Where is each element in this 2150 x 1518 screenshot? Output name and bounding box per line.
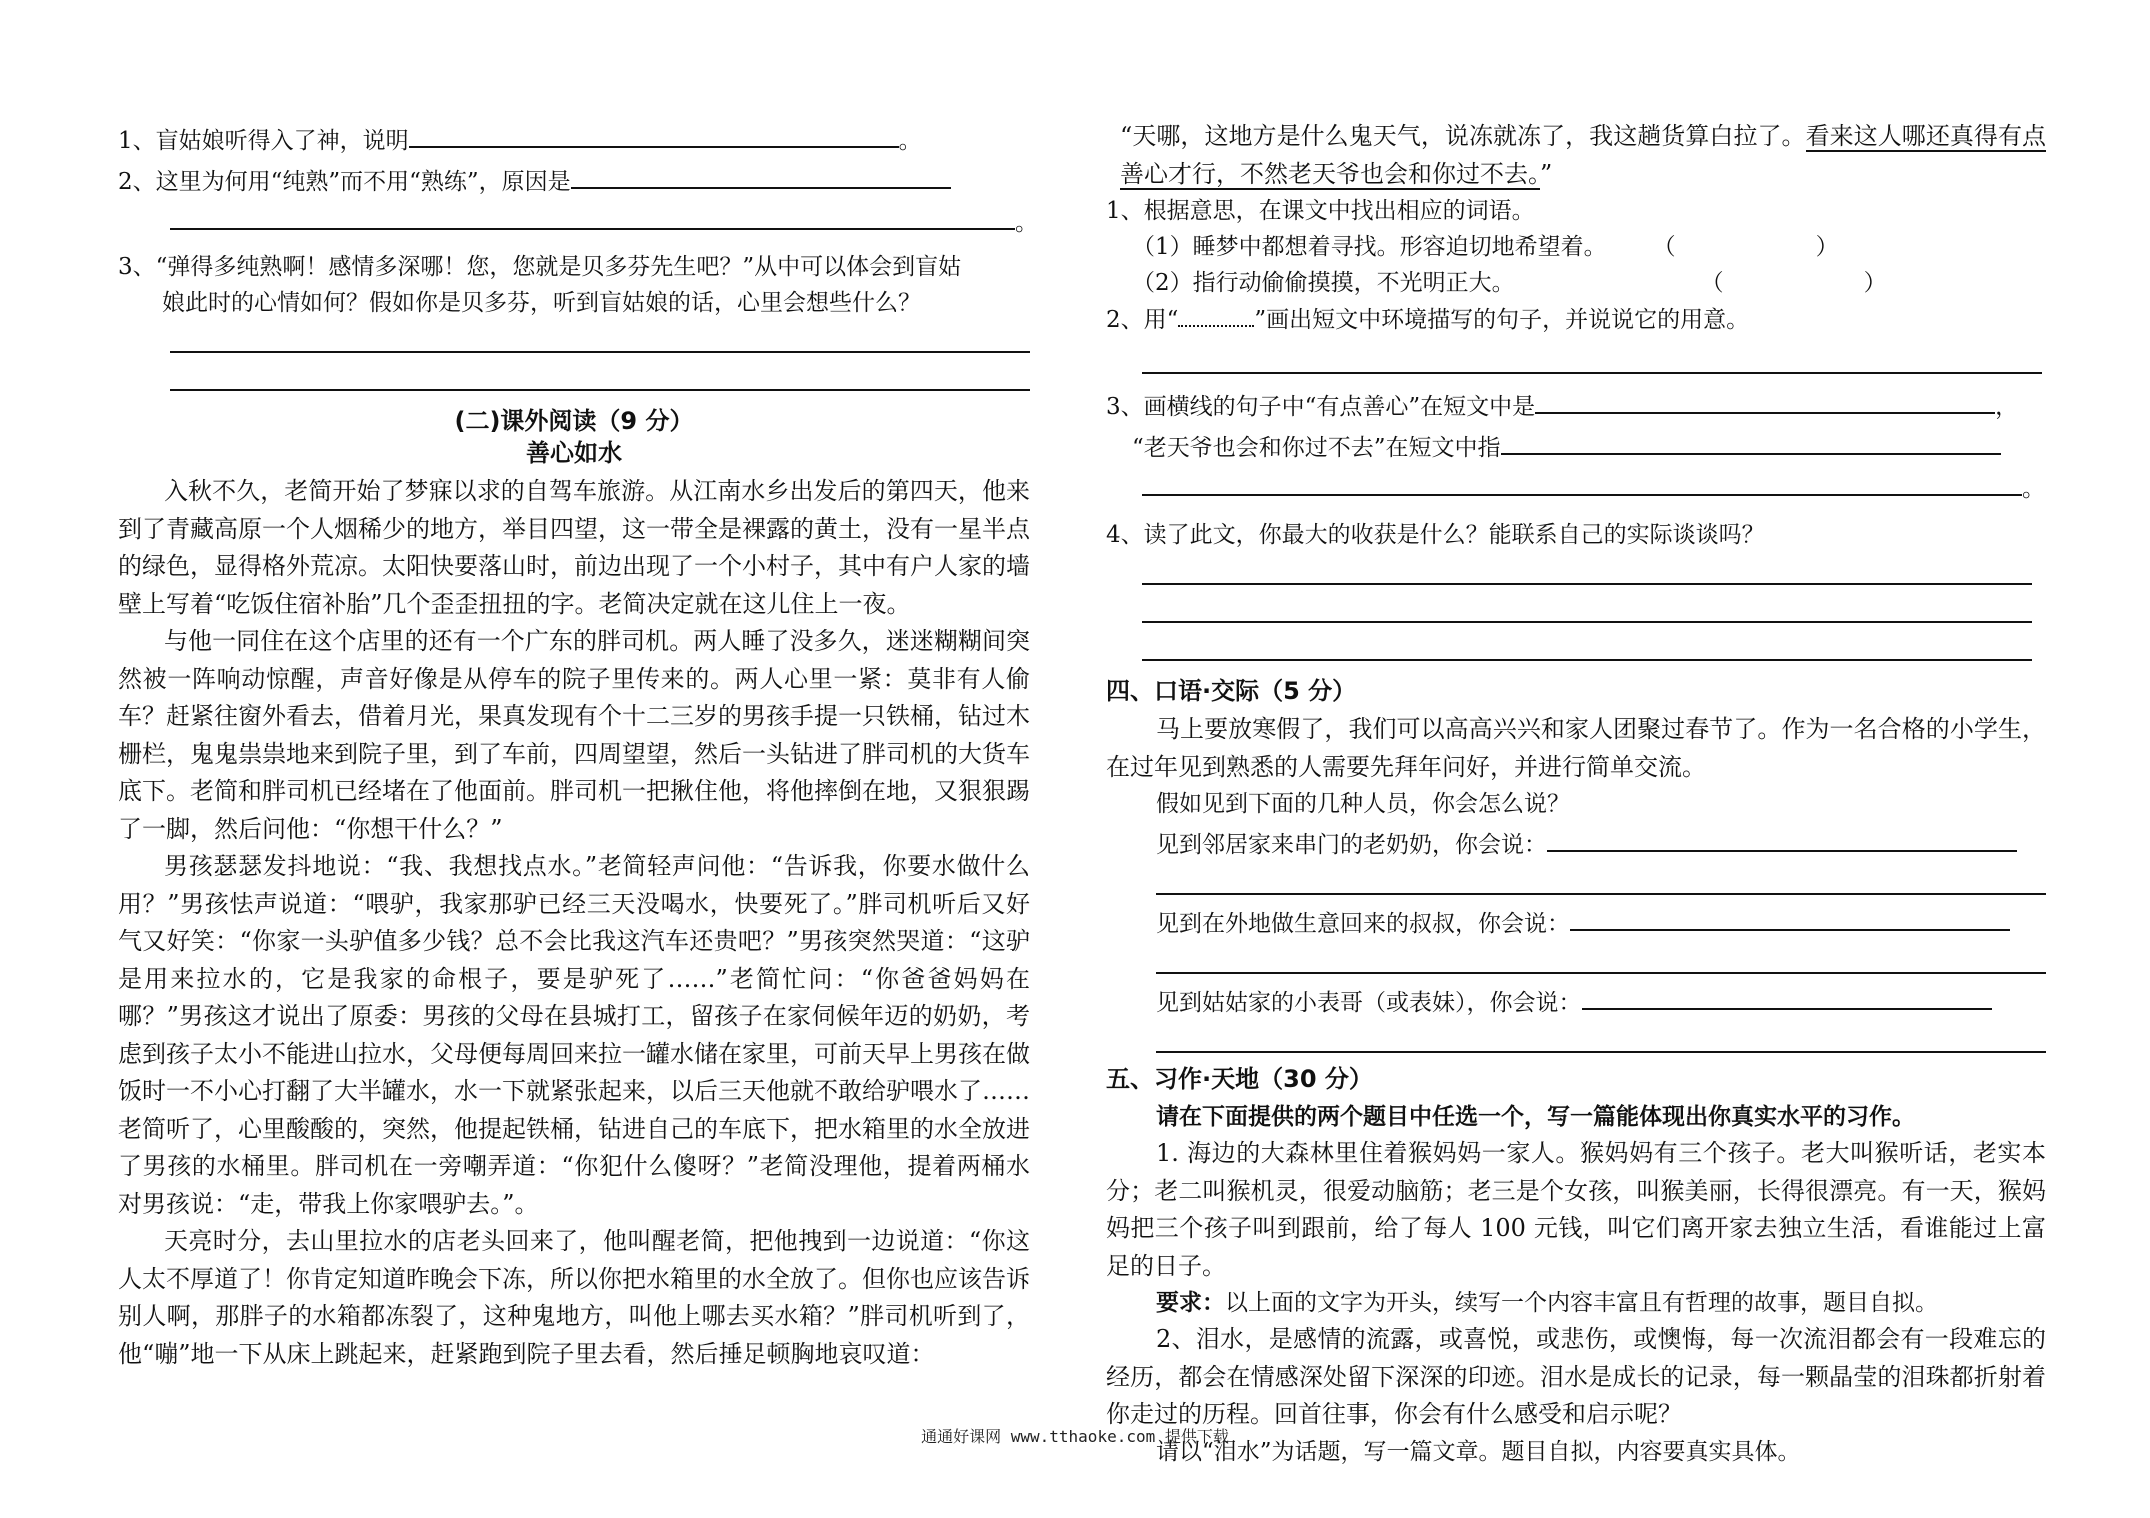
story-paragraph-4: 天亮时分，去山里拉水的店老头回来了，他叫醒老简，把他拽到一边说道：“你这人太不厚道了！你肯定知道昨晚会下冻，所以你把水箱里的水全放了。但你也应该告诉别人啊，那胖子的水箱都冻裂了，这种鬼地方，叫他上哪去买水箱？”胖司机听到了，他“嘣”地一下从床上跳起来，赶紧跑到院子里去看，然后捶足顿胸地哀叹道： — [118, 1227, 1030, 1368]
section-4-item-b: 见到在外地做生意回来的叔叔，你会说： — [1106, 901, 2046, 942]
answer-blank[interactable] — [1142, 466, 2022, 496]
story-paragraph-3: 男孩瑟瑟发抖地说：“我、我想找点水。”老简轻声问他：“告诉我，你要水做什么用？”男孩怯声说道：“喂驴，我家那驴已经三天没喝水，快要死了。”胖司机听后又好气又好笑：“你家一头驴值多少钱？总不会比我这汽车还贵吧？”男孩突然哭道：“这驴是用来拉水的，它是我家的命根子，要是驴死了……”老简忙问：“你爸爸妈妈在哪？”男孩这才说出了原委：男孩的父母在县城打工，留孩子在家伺候年迈的奶奶，考虑到孩子太小不能进山拉水，父母便每周回来拉一罐水储在家里，可前天早上男孩在做饭时一不小心打翻了大半罐水，水一下就紧张起来，以后三天他就不敢给驴喂水了……老简听了，心里酸酸的，突然，他提起铁桶，钻进自己的车底下，把水箱里的水全放进了男孩的水桶里。胖司机在一旁嘲弄道：“你犯什么傻呀？”老简没理他，提着两桶水对男孩说：“走，带我上你家喂驴去。”。 — [118, 852, 1030, 1218]
page-footer: 通通好课网 www.tthaoke.com 提供下载 — [921, 1427, 1229, 1446]
answer-blank[interactable] — [1535, 384, 1995, 414]
answer-line[interactable] — [1156, 867, 2046, 895]
answer-line[interactable] — [1142, 557, 2032, 585]
answer-line[interactable] — [1142, 346, 2042, 374]
question-2: 2、这里为何用“纯熟”而不用“熟练”，原因是 — [118, 159, 1030, 200]
answer-line[interactable] — [1142, 595, 2032, 623]
answer-blank[interactable] — [571, 159, 951, 189]
right-question-1: 1、根据意思，在课文中找出相应的词语。 — [1106, 198, 1535, 224]
story-title: 善心如水 — [526, 439, 622, 467]
section-5-title: 五、习作·天地（30 分） — [1106, 1065, 1373, 1093]
answer-line[interactable] — [1156, 946, 2046, 974]
underlined-sentence: 有点善心才行，不然老天爷也会和你过不去。 — [1120, 122, 2047, 188]
question-3: 3、“弹得多纯熟啊！感情多深哪！您，您就是贝多芬先生吧？”从中可以体会到盲姑 — [118, 254, 962, 280]
right-question-3-continued: 。 — [1106, 466, 2046, 507]
right-column — [1106, 118, 2046, 1470]
right-question-1b: （2）指行动偷偷摸摸，不光明正大。 （ ） — [1132, 270, 1887, 296]
question-2-continued: 。 — [118, 200, 1030, 241]
right-question-4: 4、读了此文，你最大的收获是什么？能联系自己的实际谈谈吗？ — [1106, 522, 1765, 548]
answer-blank[interactable] — [409, 118, 899, 148]
question-1: 1、盲姑娘听得入了神，说明 。 — [118, 118, 1030, 159]
dotted-line-sample — [1178, 301, 1254, 327]
answer-blank[interactable] — [1570, 901, 2010, 931]
question-3-continued: 娘此时的心情如何？假如你是贝多芬，听到盲姑娘的话，心里会想些什么？ — [162, 290, 921, 316]
section-5-instruction: 请在下面提供的两个题目中任选一个，写一篇能体现出你真实水平的习作。 — [1156, 1103, 1915, 1130]
story-paragraph-1: 入秋不久，老简开始了梦寐以求的自驾车旅游。从江南水乡出发后的第四天，他来到了青藏高原一个人烟稀少的地方，举目四望，这一带全是裸露的黄土，没有一星半点的绿色，显得格外荒凉。太阳快要落山时，前边出现了一个小村子，其中有户人家的墙壁上写着“吃饭住宿补胎”几个歪歪扭扭的字。老简决定就在这儿住上一夜。 — [118, 477, 1030, 618]
section-5-requirement: 要求：以上面的文字为开头，续写一个内容丰富且有哲理的故事，题目自拟。 — [1156, 1289, 1938, 1316]
question-3-answer-area — [118, 325, 1030, 391]
right-question-4-answer-area — [1106, 557, 2046, 661]
section-4-item-a: 见到邻居家来串门的老奶奶，你会说： — [1106, 822, 2046, 863]
underlined-sentence: 看来这人哪还真得 — [1805, 122, 1998, 150]
right-question-2: 2、用“ ”画出短文中环境描写的句子，并说说它的用意。 — [1106, 301, 2046, 338]
section-5-topic-2-instruction: 请以“泪水”为话题，写一篇文章。题目自拟，内容要真实具体。 — [1156, 1438, 1801, 1465]
answer-blank[interactable] — [170, 200, 1015, 230]
quoted-passage: “天哪，这地方是什么鬼天气，说冻就冻了，我这趟货算白拉了。看来这人哪还真得有点善心才行，不然老天爷也会和你过不去。” — [1120, 122, 2047, 188]
answer-line[interactable] — [170, 325, 1030, 353]
section-5-topic-1: 1. 海边的大森林里住着猴妈妈一家人。猴妈妈有三个孩子。老大叫猴听话，老实本分；老二叫猴机灵，很爱动脑筋；老三是个女孩，叫猴美丽，长得很漂亮。有一天，猴妈妈把三个孩子叫到跟前，给了每人 100 元钱，叫它们离开家去独立生活，看谁能过上富足的日子。 — [1106, 1139, 2046, 1280]
right-question-2-answer-area — [1106, 346, 2046, 374]
section-4-title: 四、口语·交际（5 分） — [1106, 677, 1357, 705]
right-question-3b: “老天爷也会和你过不去”在短文中指 — [1106, 425, 2046, 466]
section-4-paragraph: 马上要放寒假了，我们可以高高兴兴和家人团聚过春节了。作为一名合格的小学生，在过年见到熟悉的人需要先拜年问好，并进行简单交流。 — [1106, 715, 2046, 781]
answer-blank[interactable] — [1547, 822, 2017, 852]
answer-blank[interactable] — [1582, 980, 1992, 1010]
left-column — [118, 118, 1038, 1373]
section-4-prompt: 假如见到下面的几种人员，你会怎么说？ — [1156, 791, 1570, 817]
right-question-1a: （1）睡梦中都想着寻找。形容迫切地希望着。 （ ） — [1132, 234, 1839, 260]
section-title: (二)课外阅读（9 分） — [454, 407, 694, 435]
answer-blank[interactable] — [1501, 425, 2001, 455]
section-4-item-c: 见到姑姑家的小表哥（或表妹），你会说： — [1106, 980, 2046, 1021]
answer-line[interactable] — [1142, 633, 2032, 661]
section-5-topic-2: 2、泪水，是感情的流露，或喜悦，或悲伤，或懊悔，每一次流泪都会有一段难忘的经历，都会在情感深处留下深深的印迹。泪水是成长的记录，每一颗晶莹的泪珠都折射着你走过的历程。回首往事，你会有什么感受和启示呢？ — [1106, 1325, 2046, 1428]
story-paragraph-2: 与他一同住在这个店里的还有一个广东的胖司机。两人睡了没多久，迷迷糊糊间突然被一阵响动惊醒，声音好像是从停车的院子里传来的。两人心里一紧：莫非有人偷车？赶紧往窗外看去，借着月光，果真发现有个十二三岁的男孩手提一只铁桶，钻过木栅栏，鬼鬼祟祟地来到院子里，到了车前，四周望望，然后一头钻进了胖司机的大货车底下。老简和胖司机已经堵在了他面前。胖司机一把揪住他，将他摔倒在地，又狠狠踢了一脚，然后问他：“你想干什么？” — [118, 627, 1030, 843]
answer-line[interactable] — [170, 363, 1030, 391]
right-question-3: 3、画横线的句子中“有点善心”在短文中是 ， — [1106, 384, 2046, 425]
answer-line[interactable] — [1156, 1025, 2046, 1053]
